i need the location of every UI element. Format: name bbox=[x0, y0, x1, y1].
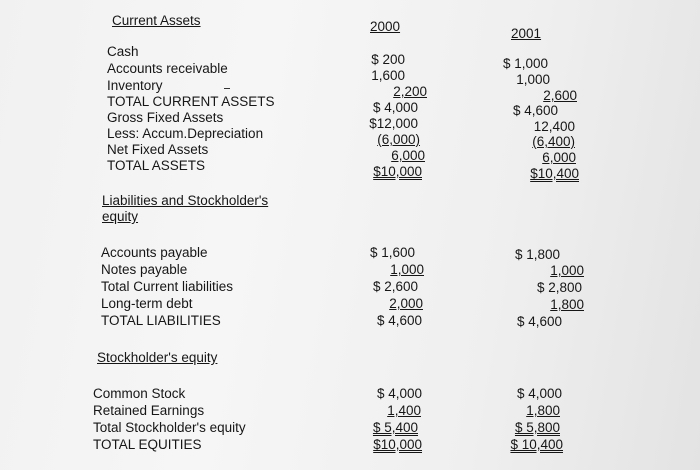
liab-2000-notes-payable: 1,000 bbox=[390, 262, 424, 277]
label-cash: Cash bbox=[107, 44, 139, 59]
asset-2001-inventory: 2,600 bbox=[543, 88, 577, 103]
liab-2000-long-term-debt: 2,000 bbox=[389, 296, 423, 311]
equity-2000-retained-earnings: 1,400 bbox=[387, 403, 421, 418]
liab-2000-total-current: $ 2,600 bbox=[372, 279, 418, 294]
label-gross-fixed-assets: Gross Fixed Assets bbox=[107, 110, 224, 125]
liab-2000-total-liabilities: $ 4,600 bbox=[376, 313, 422, 328]
equity-2001-total-equities: $ 10,400 bbox=[510, 437, 563, 452]
label-common-stock: Common Stock bbox=[93, 386, 186, 401]
asset-2000-cash: $ 200 bbox=[371, 52, 405, 67]
equity-2000-total-equities: $10,000 bbox=[373, 437, 422, 452]
label-long-term-debt: Long-term debt bbox=[101, 296, 193, 311]
asset-2001-total-current: $ 4,600 bbox=[512, 103, 558, 118]
current-assets-heading: Current Assets bbox=[112, 13, 201, 28]
label-total-assets: TOTAL ASSETS bbox=[107, 158, 206, 173]
equity-2000-common-stock: $ 4,000 bbox=[376, 386, 422, 401]
stockholders-equity-heading: Stockholder's equity bbox=[97, 350, 218, 365]
label-total-liabilities: TOTAL LIABILITIES bbox=[101, 313, 221, 328]
liab-2001-notes-payable: 1,000 bbox=[550, 263, 584, 278]
inventory-dash-mark bbox=[224, 88, 230, 89]
label-accounts-receivable: Accounts receivable bbox=[107, 61, 228, 76]
liab-2000-accounts-payable: $ 1,600 bbox=[369, 245, 415, 260]
equity-2001-common-stock: $ 4,000 bbox=[516, 386, 562, 401]
asset-2001-depreciation: (6,400) bbox=[532, 134, 575, 149]
asset-2000-inventory: 2,200 bbox=[393, 84, 427, 99]
liabilities-heading-line2: equity bbox=[102, 209, 139, 224]
label-inventory: Inventory bbox=[107, 78, 163, 93]
label-net-fixed-assets: Net Fixed Assets bbox=[107, 142, 209, 157]
label-retained-earnings: Retained Earnings bbox=[93, 403, 205, 418]
equity-2000-total-stockholders-equity: $ 5,400 bbox=[372, 420, 418, 435]
asset-2001-total-assets: $10,400 bbox=[530, 166, 579, 181]
label-accounts-payable: Accounts payable bbox=[101, 245, 208, 260]
year-2000-heading: 2000 bbox=[370, 19, 401, 34]
liab-2001-long-term-debt: 1,800 bbox=[550, 297, 584, 312]
asset-2000-receivable: 1,600 bbox=[371, 68, 405, 83]
label-total-current-liabilities: Total Current liabilities bbox=[101, 279, 234, 294]
liab-2001-accounts-payable: $ 1,800 bbox=[514, 247, 560, 262]
equity-2001-retained-earnings: 1,800 bbox=[526, 403, 560, 418]
label-total-stockholders-equity: Total Stockholder's equity bbox=[93, 420, 246, 435]
liabilities-heading-line1: Liabilities and Stockholder's bbox=[102, 193, 269, 208]
label-total-current-assets: TOTAL CURRENT ASSETS bbox=[107, 94, 275, 109]
asset-2001-net-fixed: 6,000 bbox=[542, 150, 576, 165]
label-total-equities: TOTAL EQUITIES bbox=[93, 437, 202, 452]
asset-2000-net-fixed: 6,000 bbox=[391, 148, 425, 163]
asset-2001-cash: $ 1,000 bbox=[502, 56, 548, 71]
asset-2000-depreciation: (6,000) bbox=[377, 132, 420, 147]
asset-2000-gross-fixed: $12,000 bbox=[369, 116, 418, 131]
label-notes-payable: Notes payable bbox=[101, 262, 188, 277]
equity-2001-total-stockholders-equity: $ 5,800 bbox=[514, 420, 560, 435]
liab-2001-total-current: $ 2,800 bbox=[536, 280, 582, 295]
label-accum-depreciation: Less: Accum.Depreciation bbox=[107, 126, 264, 141]
asset-2000-total-current: $ 4,000 bbox=[372, 100, 418, 115]
asset-2000-total-assets: $10,000 bbox=[373, 164, 422, 179]
asset-2001-gross-fixed: 12,400 bbox=[533, 119, 575, 134]
asset-2001-receivable: 1,000 bbox=[516, 72, 550, 87]
liab-2001-total-liabilities: $ 4,600 bbox=[516, 314, 562, 329]
year-2001-heading: 2001 bbox=[511, 26, 542, 41]
